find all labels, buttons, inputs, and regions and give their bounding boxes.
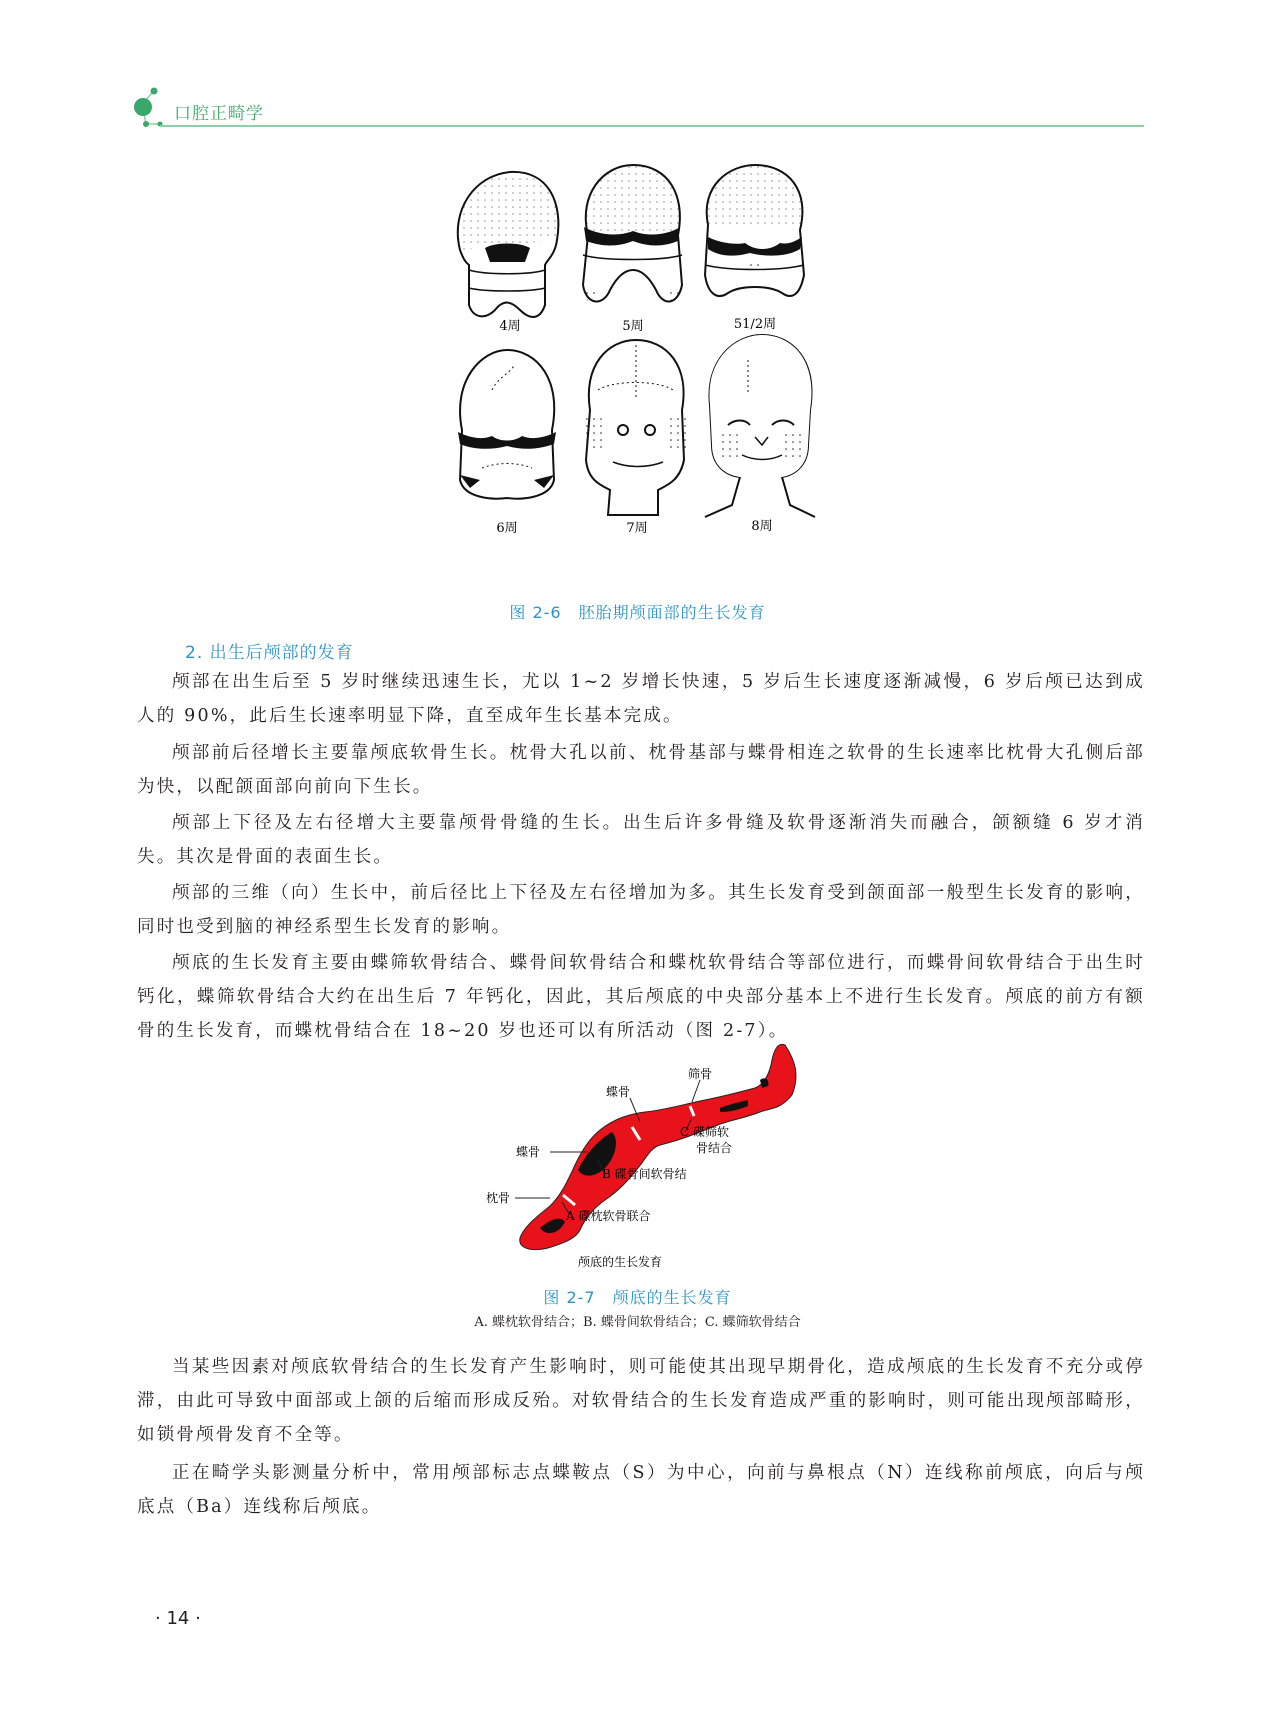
figure-caption-2-7: 图 2-7 颅底的生长发育 bbox=[543, 1288, 732, 1307]
embryo-4-weeks bbox=[458, 172, 559, 317]
section-heading: 2. 出生后颅部的发育 bbox=[185, 643, 354, 663]
paragraph-7: 正在畸学头影测量分析中，常用颅部标志点蝶鞍点（S）为中心，向前与鼻根点（N）连线称前颅底，向后与颅底点（Ba）连线称后颅底。 bbox=[137, 1463, 1145, 1517]
page-header bbox=[134, 82, 1144, 132]
label-c-line2: 骨结合 bbox=[696, 1141, 733, 1155]
paragraph-1: 颅部在出生后至 5 岁时继续迅速生长，尤以 1~2 岁增长快速，5 岁后生长速度逐渐减慢，6 岁后颅已达到成人的 90%，此后生长速率明显下降，直至成年生长基本完成。 bbox=[137, 672, 1145, 726]
label-diegu-top: 蝶骨 bbox=[605, 1085, 631, 1099]
page-number: · 14 · bbox=[155, 1608, 201, 1629]
figure-label-5-5w: 51/2周 bbox=[733, 317, 777, 332]
label-b: B 碟骨间软骨结 bbox=[602, 1167, 687, 1181]
paragraph-5: 颅底的生长发育主要由蝶筛软骨结合、蝶骨间软骨结合和蝶枕软骨结合等部位进行，而蝶骨间软骨结合于出生时钙化，蝶筛软骨结合大约在出生后 7 年钙化，因此，其后颅底的中央部分基本上不进行生长发育。颅底的前方有额骨的生长发育，而蝶枕骨结合在 18~20 岁也还可以有所活动（图 2-7）。 bbox=[137, 953, 1145, 1041]
embryo-6-weeks bbox=[458, 350, 556, 499]
paragraph-2: 颅部前后径增长主要靠颅底软骨生长。枕骨大孔以前、枕骨基部与蝶骨相连之软骨的生长速率比枕骨大孔侧后部为快，以配颌面部向前向下生长。 bbox=[137, 743, 1145, 797]
label-a: A 碟枕软骨联合 bbox=[566, 1209, 651, 1223]
figure-caption-2-6: 图 2-6 胚胎期颅面部的生长发育 bbox=[509, 603, 766, 622]
paragraph-3: 颅部上下径及左右径增大主要靠颅骨骨缝的生长。出生后许多骨缝及软骨逐渐消失而融合，颌额缝 6 岁才消失。其次是骨面的表面生长。 bbox=[137, 813, 1145, 867]
book-title: 口腔正畸学 bbox=[174, 104, 264, 124]
header-rule bbox=[160, 125, 1144, 127]
label-zhengu: 枕骨 bbox=[485, 1191, 511, 1205]
figure-label-4w: 4周 bbox=[499, 319, 521, 334]
figure-label-5w: 5周 bbox=[622, 319, 644, 334]
figure-label-7w: 7周 bbox=[626, 521, 648, 536]
label-bottom: 颅底的生长发育 bbox=[578, 1255, 663, 1269]
figure-label-6w: 6周 bbox=[496, 521, 518, 536]
figure-cranial-base bbox=[480, 1040, 820, 1280]
figure-subcaption-2-7: A. 蝶枕软骨结合；B. 蝶骨间软骨结合；C. 蝶筛软骨结合 bbox=[474, 1315, 801, 1330]
label-c-line1: C 碟筛软 bbox=[680, 1125, 729, 1139]
figure-label-8w: 8周 bbox=[751, 519, 773, 534]
label-diegu-left: 蝶骨 bbox=[515, 1145, 541, 1159]
embryo-7-weeks bbox=[586, 340, 686, 515]
paragraph-6: 当某些因素对颅底软骨结合的生长发育产生影响时，则可能使其出现早期骨化，造成颅底的生长发育不充分或停滞，由此可导致中面部或上颌的后缩而形成反殆。对软骨结合的生长发育造成严重的影响时，则可能出现颅部畸形，如锁骨颅骨发育不全等。 bbox=[137, 1357, 1145, 1445]
embryo-5-weeks bbox=[583, 165, 682, 303]
paragraph-4: 颅部的三维（向）生长中，前后径比上下径及左右径增加为多。其生长发育受到颌面部一般型生长发育的影响，同时也受到脑的神经系型生长发育的影响。 bbox=[137, 883, 1145, 937]
embryo-5-5-weeks bbox=[705, 165, 804, 296]
embryo-8-weeks bbox=[705, 335, 815, 517]
figure-embryo-faces bbox=[400, 160, 880, 560]
label-shaigu: 筛骨 bbox=[687, 1067, 713, 1081]
